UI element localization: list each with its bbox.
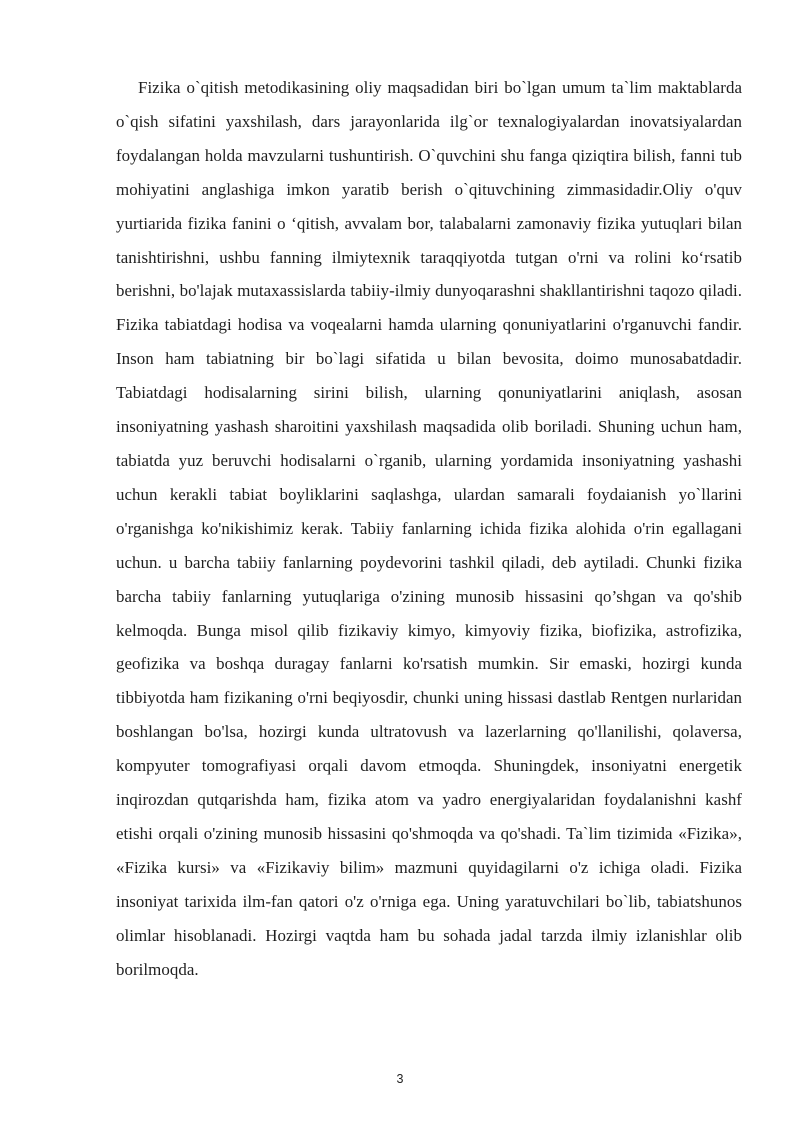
document-page [116, 71, 742, 986]
body-paragraph: Fizika o`qitish metodikasining oliy maqsadidan biri bo`lgan umum ta`lim maktablarda o`qish sifatini yaxshilash, dars jarayonlarida ilg`or texnalogiyalardan inovatsiyalardan foydalangan holda mavzularni tushuntirish. O`quvchini shu fanga qiziqtira bilish, fanni tub mohiyatini anglashiga imkon yaratib berish o`qituvchining zimmasidadir.Oliy o'quv yurtiarida fizika fanini o ‘qitish, avvalam bor, talabalarni zamonaviy fizika yutuqlari bilan tanishtirishni, ushbu fanning ilmiytexnik taraqqiyotda tutgan o'rni va rolini ko‘rsatib berishni, bo'lajak mutaxassislarda tabiiy-ilmiy dunyoqarashni shakllantirishni taqozo qiladi. Fizika tabiatdagi hodisa va voqealarni hamda ularning qonuniyatlarini o'rganuvchi fandir. Inson ham tabiatning bir bo`lagi sifatida u bilan bevosita, doimo munosabatdadir. Tabiatdagi hodisalarning sirini bilish, ularning qonuniyatlarini aniqlash, asosan insoniyatning yashash sharoitini yaxshilash maqsadida olib boriladi. Shuning uchun ham, tabiatda yuz beruvchi hodisalarni o`rganib, ularning yordamida insoniyatning yashashi uchun kerakli tabiat boyliklarini saqlashga, ulardan samarali foydaianish yo`llarini o'rganishga ko'nikishimiz kerak. Tabiiy fanlarning ichida fizika alohida o'rin egallagani uchun. u barcha tabiiy fanlarning poydevorini tashkil qiladi, deb aytiladi. Chunki fizika barcha tabiiy fanlarning yutuqlariga o'zining munosib hissasini qo’shgan va qo'shib kelmoqda. Bunga misol qilib fizikaviy kimyo, kimyoviy fizika, biofizika, astrofizika, geofizika va boshqa duragay fanlarni ko'rsatish mumkin. Sir emaski, hozirgi kunda tibbiyotda ham fizikaning o'rni beqiyosdir, chunki uning hissasi dastlab Rentgen nurlaridan boshlangan bo'lsa, hozirgi kunda ultratovush va lazerlarning qo'llanilishi, qolaversa, kompyuter tomografiyasi orqali davom etmoqda. Shuningdek, insoniyatni energetik inqirozdan qutqarishda ham, fizika atom va yadro energiyalaridan foydalanishni kashf etishi orqali o'zining munosib hissasini qo'shmoqda va qo'shadi. Ta`lim tizimida «Fizika», «Fizika kursi» va «Fizikaviy bilim» mazmuni quyidagilarni o'z ichiga oladi. Fizika insoniyat tarixida ilm-fan qatori o'z o'rniga ega. Uning yaratuvchilari bo`lib, tabiatshunos olimlar hisoblanadi. Hozirgi vaqtda ham bu sohada jadal tarzda ilmiy izlanishlar olib borilmoqda. [116, 78, 742, 979]
page-number: 3 [396, 1072, 404, 1086]
